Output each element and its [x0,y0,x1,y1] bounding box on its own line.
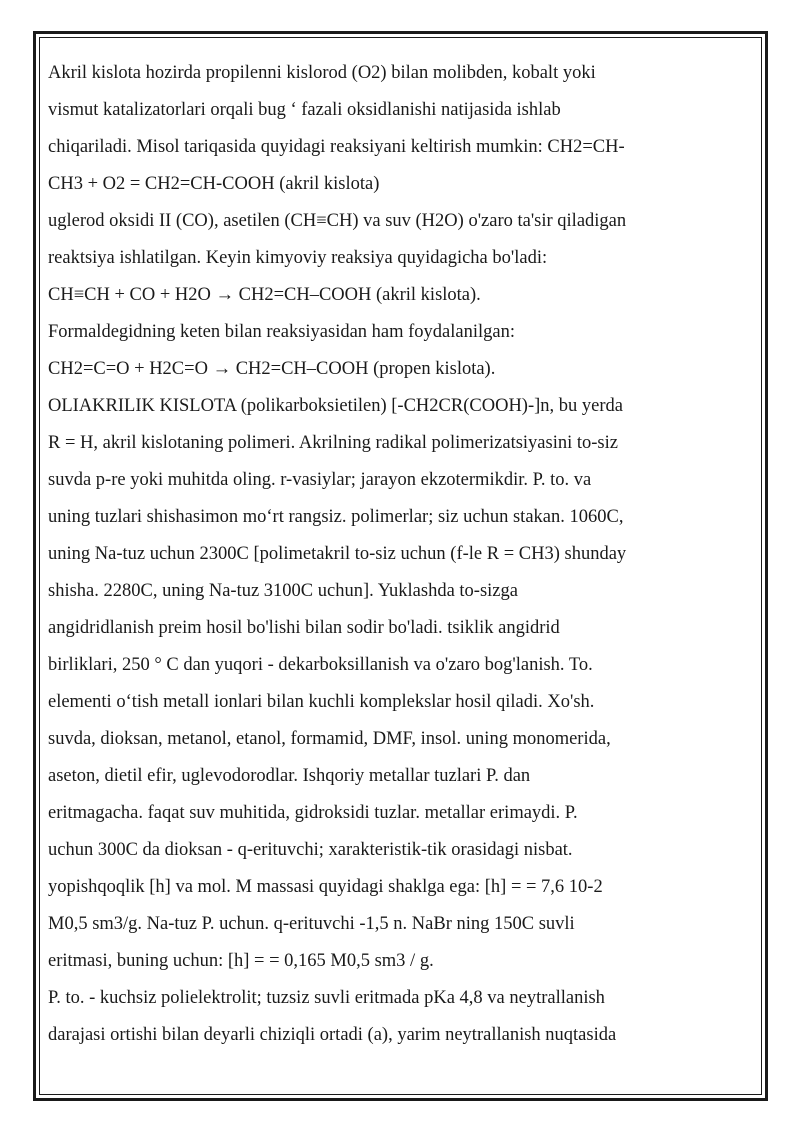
text-line: CH2=C=O + H2C=O → CH2=CH–COOH (propen kislota). [48,359,496,379]
text-line: CH3 + O2 = CH2=CH-COOH (akril kislota) [48,174,380,194]
text-line: eritmasi, buning uchun: [h] = = 0,165 M0,5 sm3 / g. [48,951,434,971]
text-line: elementi o‘tish metall ionlari bilan kuchli komplekslar hosil qiladi. Xo'sh. [48,692,595,712]
text-line: chiqariladi. Misol tariqasida quyidagi reaksiyani keltirish mumkin: CH2=CH- [48,137,625,157]
text-line: P. to. - kuchsiz polielektrolit; tuzsiz suvli eritmada pKa 4,8 va neytrallanish [48,988,605,1008]
text-line: aseton, dietil efir, uglevodorodlar. Ishqoriy metallar tuzlari P. dan [48,766,531,786]
text-line: M0,5 sm3/g. Na-tuz P. uchun. q-erituvchi -1,5 n. NaBr ning 150C suvli [48,914,575,934]
text-line: suvda p-re yoki muhitda oling. r-vasiylar; jarayon ekzotermikdir. P. to. va [48,470,592,490]
text-line: OLIAKRILIK KISLOTA (polikarboksietilen) [-CH2CR(COOH)-]n, bu yerda [48,396,623,416]
text-line: eritmagacha. faqat suv muhitida, gidroksidi tuzlar. metallar erimaydi. P. [48,803,578,823]
text-line: Formaldegidning keten bilan reaksiyasidan ham foydalanilgan: [48,322,515,342]
text-line: darajasi ortishi bilan deyarli chiziqli ortadi (a), yarim neytrallanish nuqtasida [48,1025,617,1045]
text-line: Akril kislota hozirda propilenni kislorod (O2) bilan molibden, kobalt yoki [48,63,596,83]
text-line: suvda, dioksan, metanol, etanol, formamid, DMF, insol. uning monomerida, [48,729,611,749]
text-line: uning tuzlari shishasimon mo‘rt rangsiz. polimerlar; siz uchun stakan. 1060C, [48,507,624,527]
text-line: birliklari, 250 ° C dan yuqori - dekarboksillanish va o'zaro bog'lanish. To. [48,655,593,675]
text-line: uglerod oksidi II (CO), asetilen (CH≡CH) va suv (H2O) o'zaro ta'sir qiladigan [48,211,627,231]
text-line: uchun 300C da dioksan - q-erituvchi; xarakteristik-tik orasidagi nisbat. [48,840,573,860]
text-line: angidridlanish preim hosil bo'lishi bilan sodir bo'ladi. tsiklik angidrid [48,618,560,638]
text-line: reaktsiya ishlatilgan. Keyin kimyoviy reaksiya quyidagicha bo'ladi: [48,248,548,268]
text-line: uning Na-tuz uchun 2300C [polimetakril to-siz uchun (f-le R = CH3) shunday [48,544,627,564]
document-body [48,55,748,1054]
text-line: CH≡CH + CO + H2O → CH2=CH–COOH (akril kislota). [48,285,481,305]
text-line: vismut katalizatorlari orqali bug ‘ fazali oksidlanishi natijasida ishlab [48,100,561,120]
text-line: R = H, akril kislotaning polimeri. Akrilning radikal polimerizatsiyasini to-siz [48,433,618,453]
text-line: yopishqoqlik [h] va mol. M massasi quyidagi shaklga ega: [h] = = 7,6 10-2 [48,877,603,897]
text-line: shisha. 2280C, uning Na-tuz 3100C uchun]. Yuklashda to-sizga [48,581,518,601]
